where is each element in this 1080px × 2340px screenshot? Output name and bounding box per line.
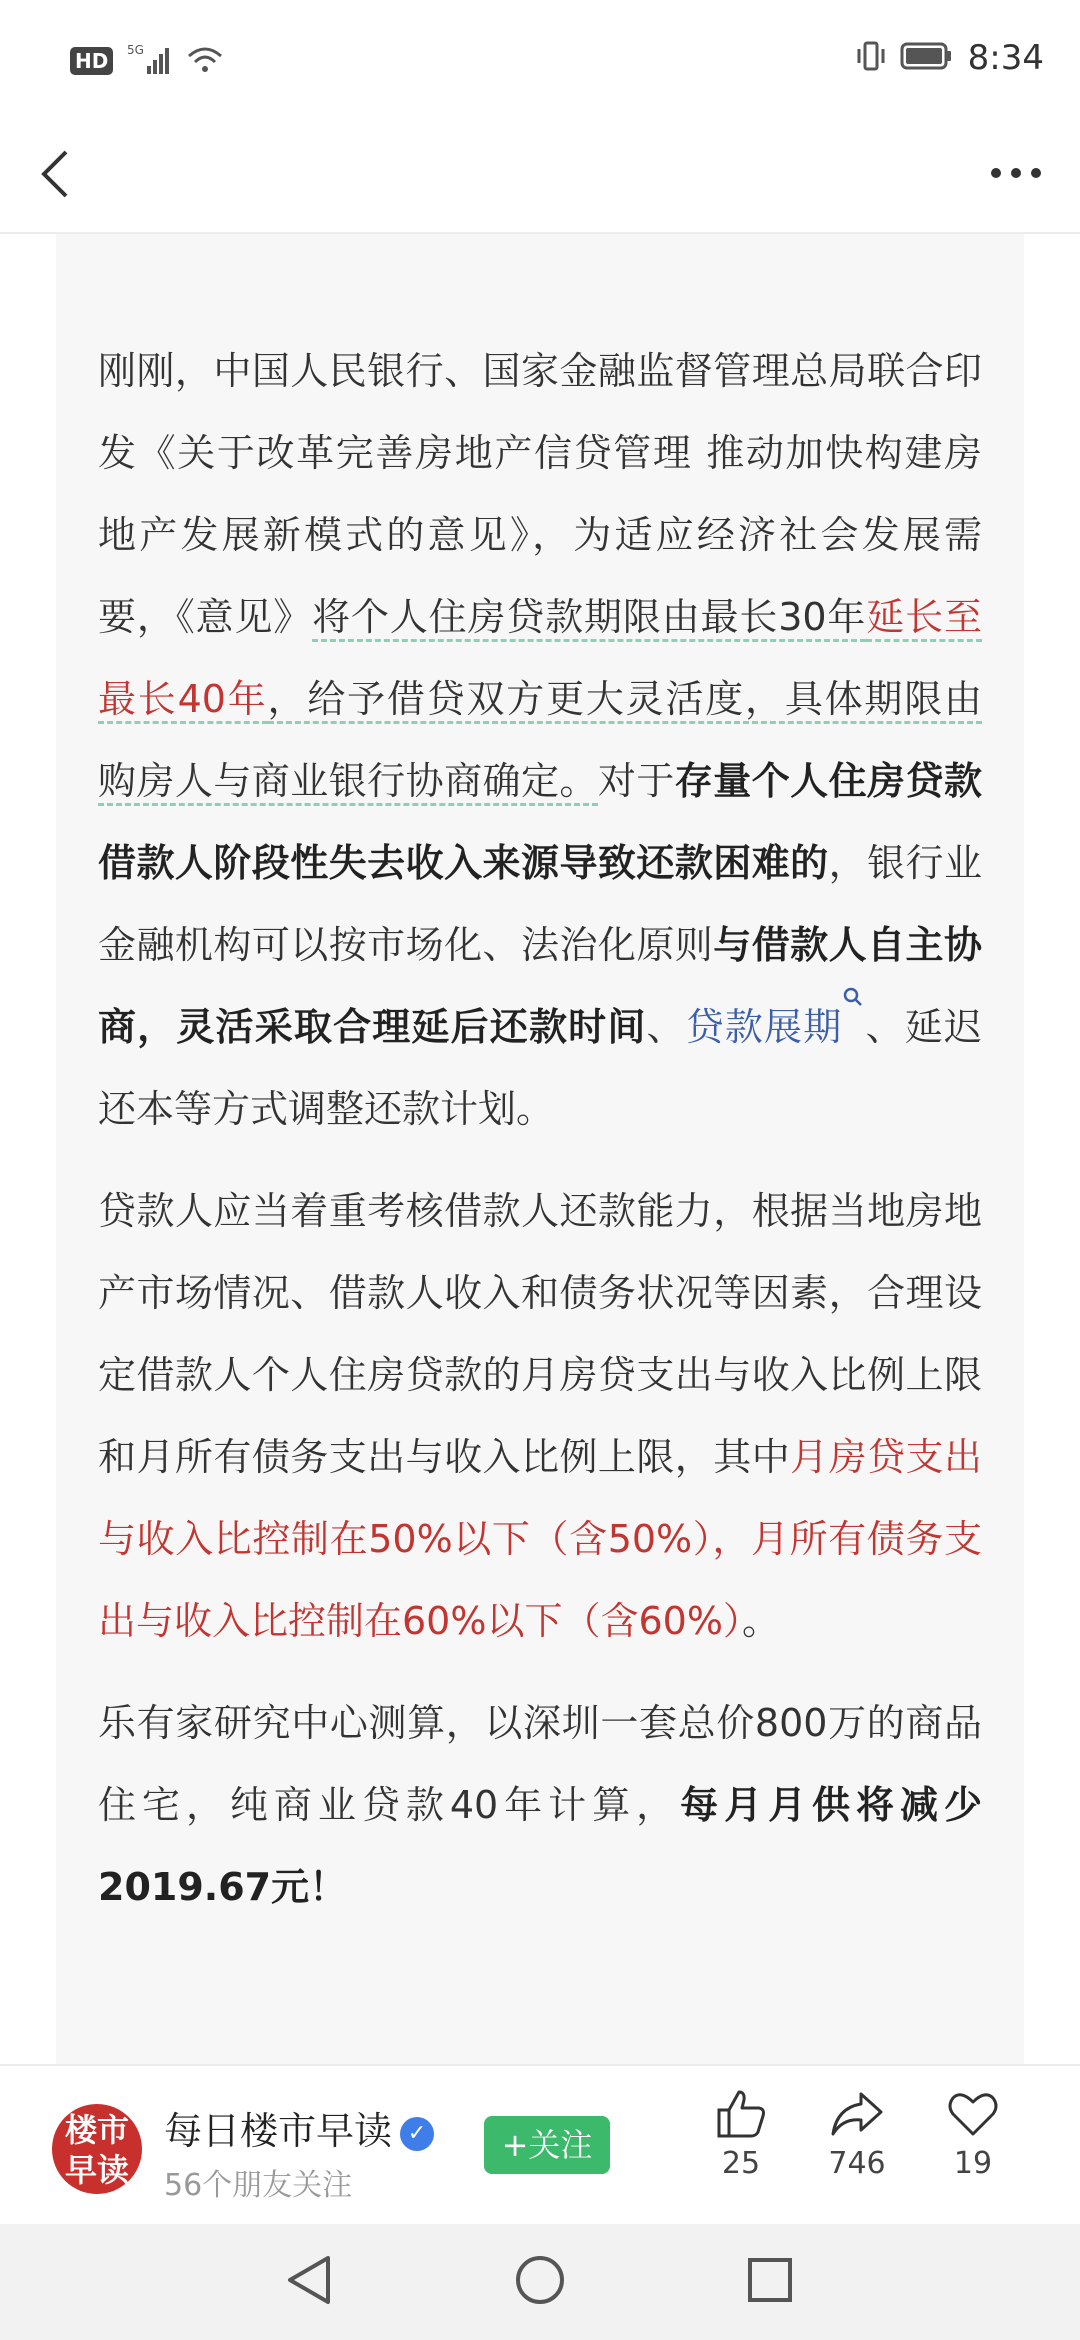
- svg-text:5G: 5G: [127, 43, 145, 57]
- article-body: [56, 330, 1024, 1928]
- battery-icon: [900, 41, 954, 75]
- paragraph-text: ，银行业金融机构可以按市场化、法治化原则: [98, 841, 982, 967]
- bold-text: 每月月供将减少2019.67元！: [98, 1783, 982, 1909]
- bold-text: 与借款人自主协商，灵活采取合理延后还款时间: [98, 923, 982, 1049]
- article-paragraph-2: [98, 1170, 982, 1662]
- paragraph-text: 对于: [597, 759, 675, 803]
- author-name-row[interactable]: [164, 2100, 434, 2155]
- status-bar: [0, 0, 1080, 120]
- paragraph-text: 、延迟还本等方式调整还款计划。: [98, 1005, 982, 1131]
- status-left: [70, 42, 225, 80]
- nav-recents-square-icon[interactable]: [744, 2252, 796, 2312]
- back-arrow-icon[interactable]: [36, 144, 76, 204]
- top-nav-bar: [0, 120, 1080, 234]
- follow-button[interactable]: +关注: [484, 2116, 610, 2174]
- verified-badge-icon: ✓: [400, 2117, 434, 2151]
- paragraph-text: 贷款人应当着重考核借款人还款能力，根据当地房地产市场情况、借款人收入和债务状况等因素，合理设定借款人个人住房贷款的月房贷支出与收入比例上限和月所有债务支出与收入比例上限，其中: [98, 1189, 982, 1479]
- share-arrow-icon: [829, 2088, 885, 2140]
- author-action-bar: [0, 2064, 1080, 2226]
- paragraph-text: 乐有家研究中心测算，以深圳一套总价800万的商品住宅，纯商业贷款40年计算，: [98, 1701, 982, 1827]
- author-name[interactable]: 每日楼市早读: [164, 2109, 393, 2153]
- article-paragraph-1: [98, 330, 982, 1150]
- share-button[interactable]: [812, 2088, 902, 2181]
- heart-icon: [945, 2088, 1001, 2140]
- hd-badge: HD: [70, 47, 113, 75]
- like-count: 25: [721, 2146, 761, 2181]
- system-nav-bar: [0, 2224, 1080, 2340]
- vibrate-icon: [856, 39, 886, 77]
- underlined-text: 将个人住房贷款期限由最长30年: [312, 595, 866, 642]
- clock: 8:34: [967, 38, 1044, 78]
- like-button[interactable]: [696, 2088, 786, 2181]
- paragraph-text: 、: [646, 1005, 686, 1049]
- share-count: 746: [828, 2146, 886, 2181]
- link-loan-extension[interactable]: 贷款展期: [685, 1005, 843, 1049]
- wifi-icon: [185, 42, 225, 80]
- article-content[interactable]: [56, 234, 1024, 2064]
- paragraph-text: 刚刚，中国人民银行、国家金融监督管理总局联合印发《关于改革完善房地产信贷管理 推动加快构建房地产发展新模式的意见》，为适应经济社会发展需要，《意见》: [98, 349, 982, 639]
- paragraph-text: 。: [741, 1599, 780, 1643]
- status-right: [856, 38, 1044, 78]
- highlight-red-text: 月房贷支出与收入比控制在50%以下（含50%），月所有债务支出与收入比控制在60%以下（含60%）: [98, 1435, 982, 1643]
- followers-count: 56个朋友关注: [164, 2168, 353, 2203]
- article-paragraph-3: [98, 1682, 982, 1928]
- more-options-icon[interactable]: [988, 158, 1044, 188]
- avatar[interactable]: 楼市早读: [52, 2104, 142, 2194]
- underlined-text: ，给予借贷双方更大灵活度，具体期限由购房人与商业银行协商确定。: [98, 677, 982, 806]
- bold-text: 存量个人住房贷款借款人阶段性失去收入来源导致还款困难的: [98, 759, 982, 885]
- nav-home-circle-icon[interactable]: [512, 2252, 568, 2312]
- highlight-red-text: 延长至最长40年: [98, 595, 982, 724]
- thumbs-up-icon: [713, 2088, 769, 2140]
- signal-icon: [127, 42, 171, 80]
- favorite-count: 19: [953, 2146, 993, 2181]
- nav-back-triangle-icon[interactable]: [284, 2252, 334, 2312]
- favorite-button[interactable]: [928, 2088, 1018, 2181]
- search-icon[interactable]: [842, 1005, 864, 1049]
